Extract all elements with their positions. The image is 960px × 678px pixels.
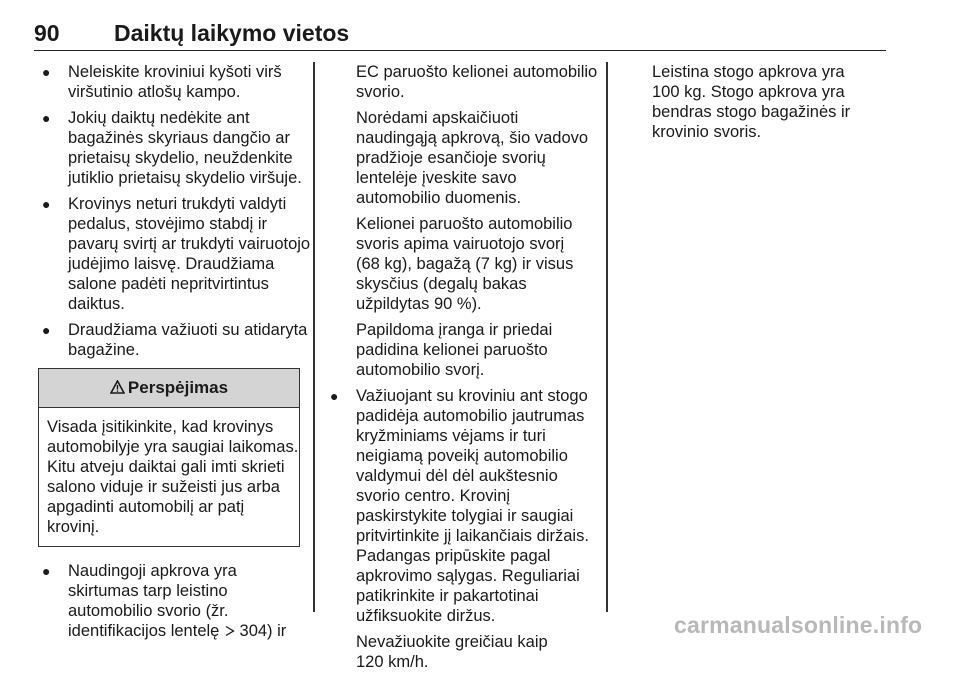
text-line: Visada įsitikinkite, kad krovinys bbox=[47, 418, 274, 436]
text-line: Važiuojant su kroviniu ant stogo bbox=[356, 387, 588, 405]
text-line: salono viduje ir sužeisti jus arba bbox=[47, 478, 280, 496]
text-line: automobilio svorį. bbox=[356, 361, 485, 379]
column-divider bbox=[313, 62, 315, 612]
text-line: naudingąją apkrovą, šio vadovo bbox=[356, 129, 589, 147]
text-line: Papildoma įranga ir priedai bbox=[356, 321, 553, 339]
text-line: padidina kelionei paruošto bbox=[356, 341, 548, 359]
text-line: skysčius (degalų bakas bbox=[356, 275, 527, 293]
text-line: automobilio svorio (žr. bbox=[68, 602, 229, 620]
text-line: bagažine. bbox=[68, 341, 140, 359]
text-fragment: 304) ir bbox=[239, 622, 287, 640]
text-line: apkrovimo sąlygas. Reguliariai bbox=[356, 567, 580, 585]
column-3 bbox=[652, 62, 886, 148]
paragraph bbox=[326, 632, 600, 672]
text-line: svorio centro. Krovinį bbox=[356, 487, 511, 505]
column-2 bbox=[326, 62, 600, 678]
text-line: daiktus. bbox=[68, 295, 125, 313]
bullet-icon: ● bbox=[42, 563, 51, 579]
bullet-icon: ● bbox=[42, 110, 51, 126]
text-line: Krovinys neturi trukdyti valdyti bbox=[68, 195, 287, 213]
text-line: 100 kg. Stogo apkrova yra bbox=[652, 83, 845, 101]
text-line: padidėja automobilio jautrumas bbox=[356, 407, 585, 425]
text-line bbox=[68, 621, 300, 642]
text-line: automobilio duomenis. bbox=[356, 189, 522, 207]
text-line: (68 kg), bagažą (7 kg) ir visus bbox=[356, 255, 574, 273]
text-line: bagažinės skyriaus dangčio ar bbox=[68, 129, 290, 147]
text-line: judėjimo laisvę. Draudžiama bbox=[68, 255, 275, 273]
text-line: Nevažiuokite greičiau kaip bbox=[356, 633, 548, 651]
text-line: viršutinio atlošų kampo. bbox=[68, 83, 241, 101]
page-header bbox=[34, 18, 886, 51]
text-line: Leistina stogo apkrova yra bbox=[652, 63, 845, 81]
text-line: užfiksuokite diržus. bbox=[356, 607, 496, 625]
text-line: užpildytas 90 %). bbox=[356, 295, 482, 313]
text-line: pavarų svirtį ar trukdyti vairuotojo bbox=[68, 235, 311, 253]
bullet-icon: ● bbox=[42, 322, 51, 338]
text-line: lentelėje įveskite savo bbox=[356, 169, 517, 187]
text-line: krovinį. bbox=[47, 518, 100, 536]
bullet-icon: ● bbox=[42, 196, 51, 212]
paragraph bbox=[326, 62, 600, 102]
page-number: 90 bbox=[34, 20, 60, 46]
text-line: apgadinti automobilį ar patį bbox=[47, 498, 245, 516]
text-line: patikrinkite ir pakartotinai bbox=[356, 587, 539, 605]
text-line: svorio. bbox=[356, 83, 405, 101]
column-1 bbox=[38, 62, 311, 648]
page-reference-icon[interactable] bbox=[224, 622, 235, 642]
text-fragment: identifikacijos lentelę bbox=[68, 622, 220, 640]
text-line: automobilyje yra saugiai laikomas. bbox=[47, 438, 299, 456]
text-line: salone padėti nepritvirtintus bbox=[68, 275, 269, 293]
text-line: EC paruošto kelionei automobilio bbox=[356, 63, 598, 81]
paragraph bbox=[326, 320, 600, 380]
text-line: pradžioje esančioje svorių bbox=[356, 149, 546, 167]
text-line: Jokių daiktų nedėkite ant bbox=[68, 109, 250, 127]
text-line: svoris apima vairuotojo svorį bbox=[356, 235, 565, 253]
paragraph bbox=[652, 62, 886, 142]
text-line: Draudžiama važiuoti su atidaryta bbox=[68, 321, 308, 339]
bullet-icon: ● bbox=[330, 388, 339, 404]
warning-body bbox=[39, 408, 299, 546]
text-line: paskirstykite tolygiai ir saugiai bbox=[356, 507, 574, 525]
watermark: carmanualsonline.info bbox=[674, 612, 923, 638]
page-title: Daiktų laikymo vietos bbox=[114, 20, 350, 46]
list-item bbox=[38, 194, 311, 314]
text-line: 120 km/h. bbox=[356, 653, 429, 671]
text-line: skirtumas tarp leistino bbox=[68, 582, 228, 600]
warning-title: Perspėjimas bbox=[127, 378, 229, 397]
list-item bbox=[38, 108, 300, 188]
text-line: Padangas pripūskite pagal bbox=[356, 547, 551, 565]
paragraph bbox=[326, 108, 600, 208]
warning-box bbox=[38, 368, 300, 547]
paragraph bbox=[326, 214, 600, 314]
text-line: krovinio svoris. bbox=[652, 123, 762, 141]
text-line: pedalus, stovėjimo stabdį ir bbox=[68, 215, 268, 233]
list-item bbox=[326, 386, 600, 626]
list-item bbox=[38, 561, 300, 642]
text-line: Norėdami apskaičiuoti bbox=[356, 109, 519, 127]
text-line: Kelionei paruošto automobilio bbox=[356, 215, 573, 233]
list-item bbox=[38, 320, 308, 360]
text-line: jutiklio prietaisų skydelio viršuje. bbox=[68, 169, 302, 187]
text-line: kryžminiams vėjams ir turi bbox=[356, 427, 546, 445]
warning-header bbox=[39, 369, 299, 408]
column-divider bbox=[606, 62, 608, 612]
text-line: bendras stogo bagažinės ir bbox=[652, 103, 851, 121]
text-line: prietaisų skydelio, neuždenkite bbox=[68, 149, 293, 167]
list-item bbox=[38, 62, 300, 102]
text-line: pritvirtinkite jį laikančiais diržais. bbox=[356, 527, 589, 545]
text-line: valdymui dėl dėl aukštesnio bbox=[356, 467, 558, 485]
warning-triangle-icon bbox=[110, 370, 125, 408]
text-line: neigiamą poveikį automobilio bbox=[356, 447, 568, 465]
bullet-icon: ● bbox=[42, 64, 51, 80]
text-line: Naudingoji apkrova yra bbox=[68, 562, 237, 580]
text-line: Neleiskite kroviniui kyšoti virš bbox=[68, 63, 282, 81]
text-line: Kitu atveju daiktai gali imti skrieti bbox=[47, 458, 285, 476]
